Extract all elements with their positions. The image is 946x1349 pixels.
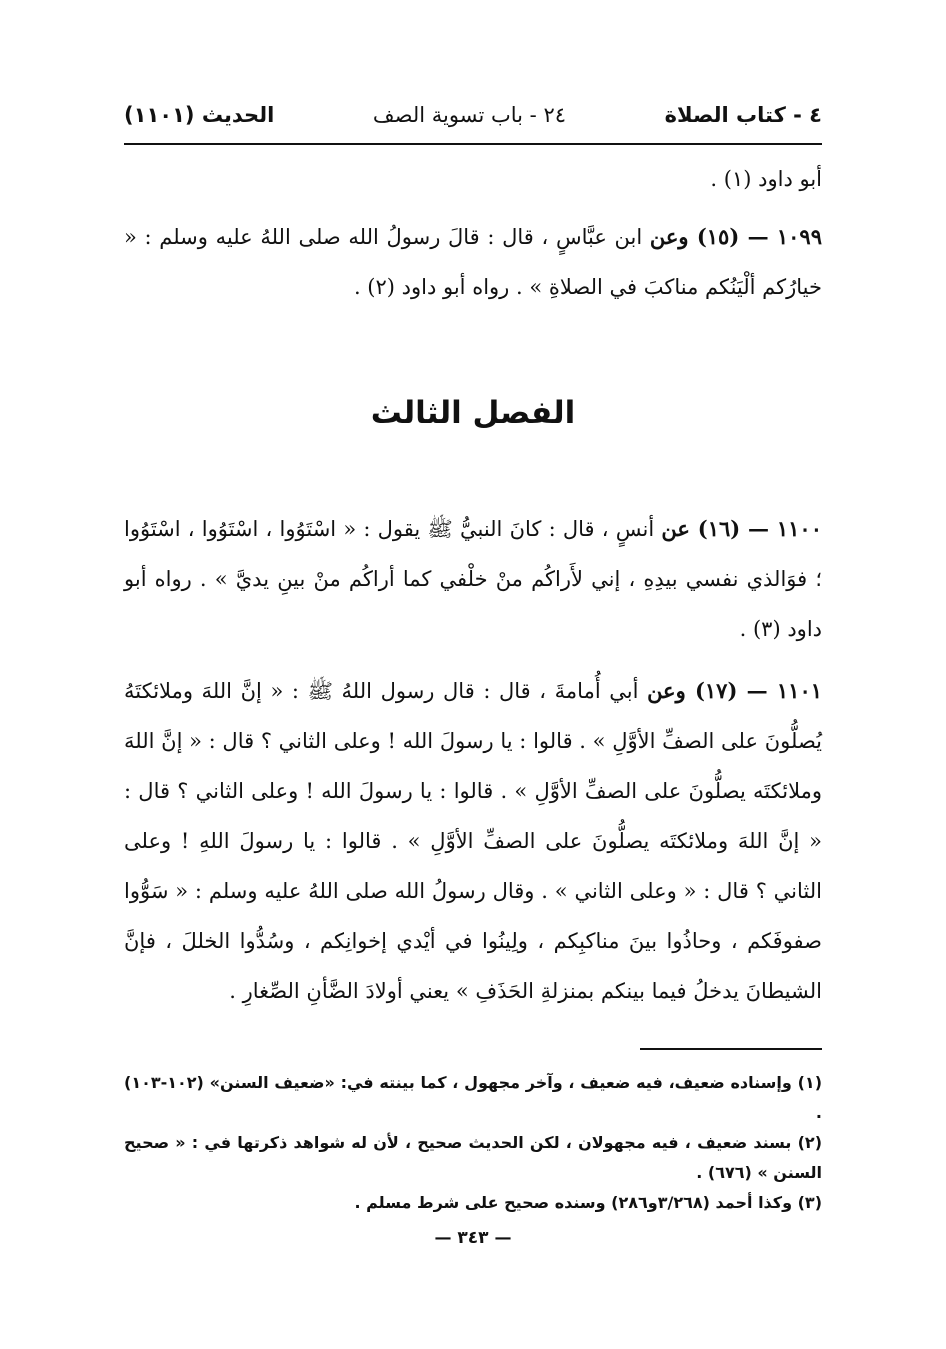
footnote-2: (٢) بسند ضعيف ، فيه مجهولان ، لكن الحديث صحيح ، لأن له شواهد ذكرتها في : « صحيح السنن » (٦٧٦) .: [124, 1133, 822, 1182]
header-book-title: ٤ - كتاب الصلاة: [664, 103, 822, 127]
header-hadith-range: الحديث (١١٠١): [124, 103, 275, 127]
hadith-1099-paragraph: [124, 212, 822, 312]
carry-over-text: أبو داود (١) .: [710, 167, 822, 191]
running-header: [124, 92, 822, 138]
hadith-1099: [124, 212, 822, 312]
hadith-1101-paragraph: [124, 666, 822, 1016]
hadith-1100-number: ١١٠٠ — (١٦) عن: [661, 516, 822, 541]
hadith-1101-text: أبي أُمامةَ ، قال : قال رسول اللهُ ﷺ : « إنَّ اللهَ وملائكتَهُ يُصلُّونَ على الصفِّ الأوَّلِ » . قالوا : يا رسولَ الله ! وعلى الثاني ؟ قال : « إنَّ اللهَ وملائكتَه يصلُّونَ على الصفِّ الأوَّلِ » . قالوا : يا رسولَ الله ! وعلى الثاني ؟ قال : « إنَّ اللهَ وملائكتَه يصلُّونَ على الصفِّ الأوَّلِ » . قالوا : يا رسولَ اللهِ ! وعلى الثاني ؟ قال : « وعلى الثاني » . وقال رسولُ الله صلى اللهُ عليه وسلم : « سَوُّوا صفوفَكم ، وحاذُوا بينَ مناكبِكم ، ولِينُوا في أيْدي إخوانِكم ، وسُدُّوا الخللَ ، فإنَّ الشيطانَ يدخلُ فيما بينكم بمنزلةِ الحَذَفِ » يعني أولادَ الضَّأنِ الصِّغارِ .: [124, 679, 822, 1003]
header-divider: [124, 143, 822, 145]
section-title: الفصل الثالث: [370, 395, 576, 431]
footnote-1: (١) وإسناده ضعيف، فيه ضعيف ، وآخر مجهول ، كما بينته في: «ضعيف السنن» (١٠٢-١٠٣) .: [124, 1073, 822, 1122]
header-chapter-title: ٢٤ - باب تسوية الصف: [372, 103, 566, 127]
page-number: — ٣٤٣ —: [434, 1228, 512, 1248]
hadith-1100-paragraph: [124, 504, 822, 654]
hadith-1100-text: أنسٍ ، قال : كانَ النبيُّ ﷺ يقول : « اسْتَوُوا ، اسْتَوُوا ، اسْتَوُوا ؛ فوَالذي نفسي بيدِهِ ، إني لأَراكُم منْ خلْفي كما أراكُم منْ بينِ يديَّ » . رواه أبو داود (٣) .: [124, 517, 822, 641]
hadith-1099-number: ١٠٩٩ — (١٥) وعن: [649, 224, 822, 249]
hadith-1101-number: ١١٠١ — (١٧) وعن: [647, 678, 823, 703]
hadith-1099-text: ابن عبَّاسٍ ، قال : قالَ رسولُ الله صلى اللهُ عليه وسلم : « خيارُكم ألْيَنُكم مناكبَ في الصلاةِ » . رواه أبو داود (٢) .: [124, 225, 822, 299]
footnote-divider: [640, 1048, 822, 1050]
hadith-1100: [124, 504, 822, 654]
footnote-3: (٣) وكذا أحمد (٣/٢٦٨و٢٨٦) وسنده صحيح على شرط مسلم .: [354, 1193, 822, 1212]
carry-over-line: [124, 154, 822, 204]
footnotes: [124, 1068, 822, 1218]
hadith-1101: [124, 666, 822, 1016]
